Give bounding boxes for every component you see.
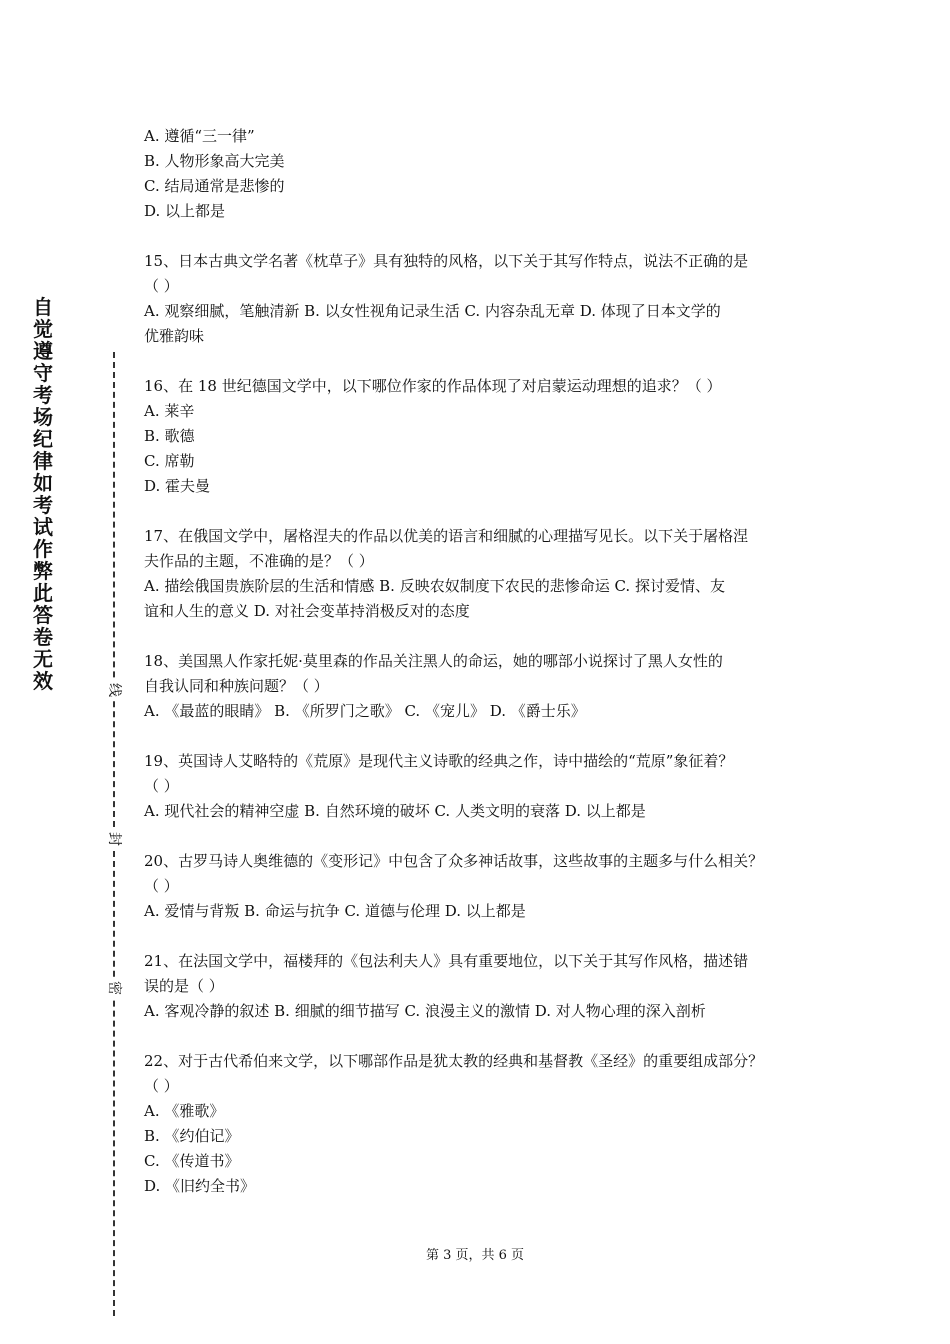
question-line: 20、古罗马诗人奥维德的《变形记》中包含了众多神话故事，这些故事的主题多与什么相关？ — [144, 852, 764, 870]
question-line: A. 观察细腻，笔触清新 B. 以女性视角记录生活 C. 内容杂乱无章 D. 体现了日本文学的 — [144, 302, 721, 320]
option-line: B. 人物形象高大完美 — [144, 152, 285, 170]
question-line: C. 《传道书》 — [144, 1152, 240, 1170]
question-20 — [144, 849, 824, 924]
question-22 — [144, 1049, 824, 1199]
question-line: B. 歌德 — [144, 427, 195, 445]
question-line: A. 客观冷静的叙述 B. 细腻的细节描写 C. 浪漫主义的激情 D. 对人物心理的深入剖析 — [144, 1002, 706, 1020]
page-footer: 第 3 页，共 6 页 — [425, 1248, 525, 1263]
question-line: 17、在俄国文学中，屠格涅夫的作品以优美的语言和细腻的心理描写见长。以下关于屠格涅 — [144, 527, 749, 545]
question-line: A. 描绘俄国贵族阶层的生活和情感 B. 反映农奴制度下农民的悲惨命运 C. 探讨爱情、友 — [144, 577, 725, 595]
question-content — [144, 124, 824, 1199]
exam-discipline-notice: 自觉遵守考场纪律如考试作弊此答卷无效 — [33, 295, 53, 693]
question-21 — [144, 949, 824, 1024]
question-15 — [144, 249, 824, 349]
seal-label-secret: 密 — [103, 978, 125, 998]
question-line: 18、美国黑人作家托妮·莫里森的作品关注黑人的命运，她的哪部小说探讨了黑人女性的 — [144, 652, 723, 670]
question-line: 21、在法国文学中，福楼拜的《包法利夫人》具有重要地位，以下关于其写作风格，描述错 — [144, 952, 749, 970]
question-line: （ ） — [144, 277, 179, 295]
question-line: （ ） — [144, 777, 179, 795]
question-16 — [144, 374, 824, 499]
question-line: 16、在 18 世纪德国文学中，以下哪位作家的作品体现了对启蒙运动理想的追求？（ ） — [144, 377, 722, 395]
seal-label-seal: 封 — [103, 829, 125, 849]
question-line: 19、英国诗人艾略特的《荒原》是现代主义诗歌的经典之作，诗中描绘的“荒原”象征着？ — [144, 752, 734, 770]
question-line: A. 莱辛 — [144, 402, 195, 420]
question-line: 误的是（ ） — [144, 977, 224, 995]
question-line: 夫作品的主题，不准确的是？（ ） — [144, 552, 374, 570]
question-line: 22、对于古代希伯来文学，以下哪部作品是犹太教的经典和基督教《圣经》的重要组成部分？ — [144, 1052, 764, 1070]
question-line: 优雅韵味 — [144, 327, 205, 345]
option-line: A. 遵循“三一律” — [144, 127, 255, 145]
question-line: （ ） — [144, 877, 179, 895]
question-line: D. 《旧约全书》 — [144, 1177, 256, 1195]
previous-question-options — [144, 124, 824, 224]
question-line: A. 现代社会的精神空虚 B. 自然环境的破坏 C. 人类文明的衰落 D. 以上都是 — [144, 802, 646, 820]
question-line: （ ） — [144, 1077, 179, 1095]
question-line: A. 爱情与背叛 B. 命运与抗争 C. 道德与伦理 D. 以上都是 — [144, 902, 526, 920]
question-18 — [144, 649, 824, 724]
option-line: D. 以上都是 — [144, 202, 226, 220]
question-line: A. 《最蓝的眼睛》 B. 《所罗门之歌》 C. 《宠儿》 D. 《爵士乐》 — [144, 702, 586, 720]
question-line: C. 席勒 — [144, 452, 195, 470]
question-line: 15、日本古典文学名著《枕草子》具有独特的风格，以下关于其写作特点，说法不正确的是 — [144, 252, 749, 270]
option-line: C. 结局通常是悲惨的 — [144, 177, 285, 195]
question-line: A. 《雅歌》 — [144, 1102, 225, 1120]
question-17 — [144, 524, 824, 624]
question-19 — [144, 749, 824, 824]
question-line: 自我认同和种族问题？（ ） — [144, 677, 329, 695]
question-line: D. 霍夫曼 — [144, 477, 211, 495]
question-line: 谊和人生的意义 D. 对社会变革持消极反对的态度 — [144, 602, 470, 620]
seal-label-line: 线 — [103, 680, 125, 700]
question-line: B. 《约伯记》 — [144, 1127, 240, 1145]
